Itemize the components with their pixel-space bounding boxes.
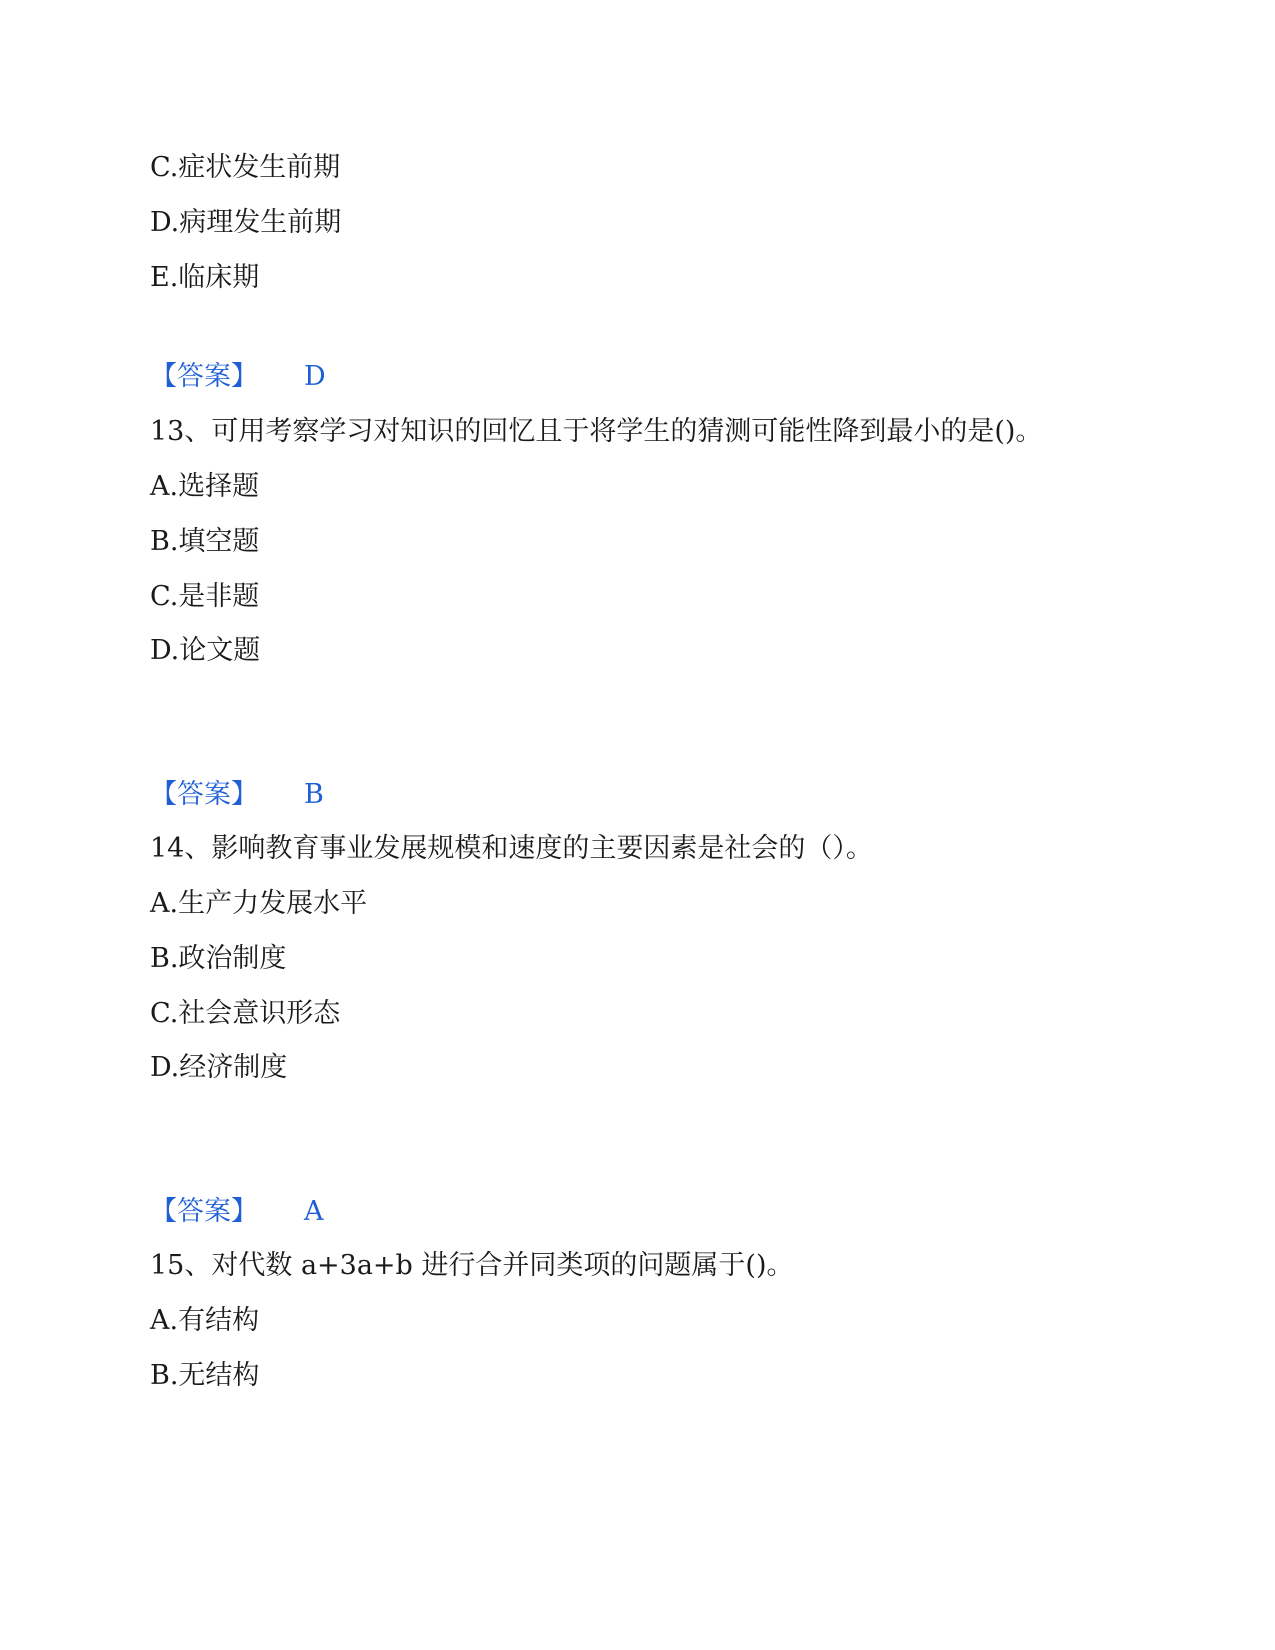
answer-row — [150, 1195, 324, 1229]
option-a: A.选择题 — [150, 471, 260, 502]
answer-row — [150, 778, 324, 812]
answer-value: D — [304, 361, 326, 392]
answer-label: 【答案】 — [150, 1196, 258, 1227]
option-c: C.是非题 — [150, 581, 260, 612]
option-a: A.有结构 — [150, 1305, 260, 1336]
option-b: B.填空题 — [150, 526, 260, 557]
option-c: C.社会意识形态 — [150, 998, 341, 1029]
option-c: C.症状发生前期 — [150, 152, 341, 183]
option-b: B.无结构 — [150, 1360, 260, 1391]
answer-row — [150, 360, 326, 394]
answer-label: 【答案】 — [150, 361, 258, 392]
option-a: A.生产力发展水平 — [150, 888, 368, 919]
option-b: B.政治制度 — [150, 943, 287, 974]
answer-value: A — [304, 1196, 324, 1227]
option-d: D.病理发生前期 — [150, 207, 342, 238]
option-d: D.论文题 — [150, 635, 261, 666]
option-e: E.临床期 — [150, 262, 260, 293]
question-14-text: 14、影响教育事业发展规模和速度的主要因素是社会的（）。 — [150, 833, 873, 864]
answer-value: B — [304, 779, 324, 810]
question-15-text: 15、对代数 a+3a+b 进行合并同类项的问题属于()。 — [150, 1250, 794, 1281]
option-d: D.经济制度 — [150, 1052, 288, 1083]
question-13-text: 13、可用考察学习对知识的回忆且于将学生的猜测可能性降到最小的是()。 — [150, 416, 1043, 447]
answer-label: 【答案】 — [150, 779, 258, 810]
